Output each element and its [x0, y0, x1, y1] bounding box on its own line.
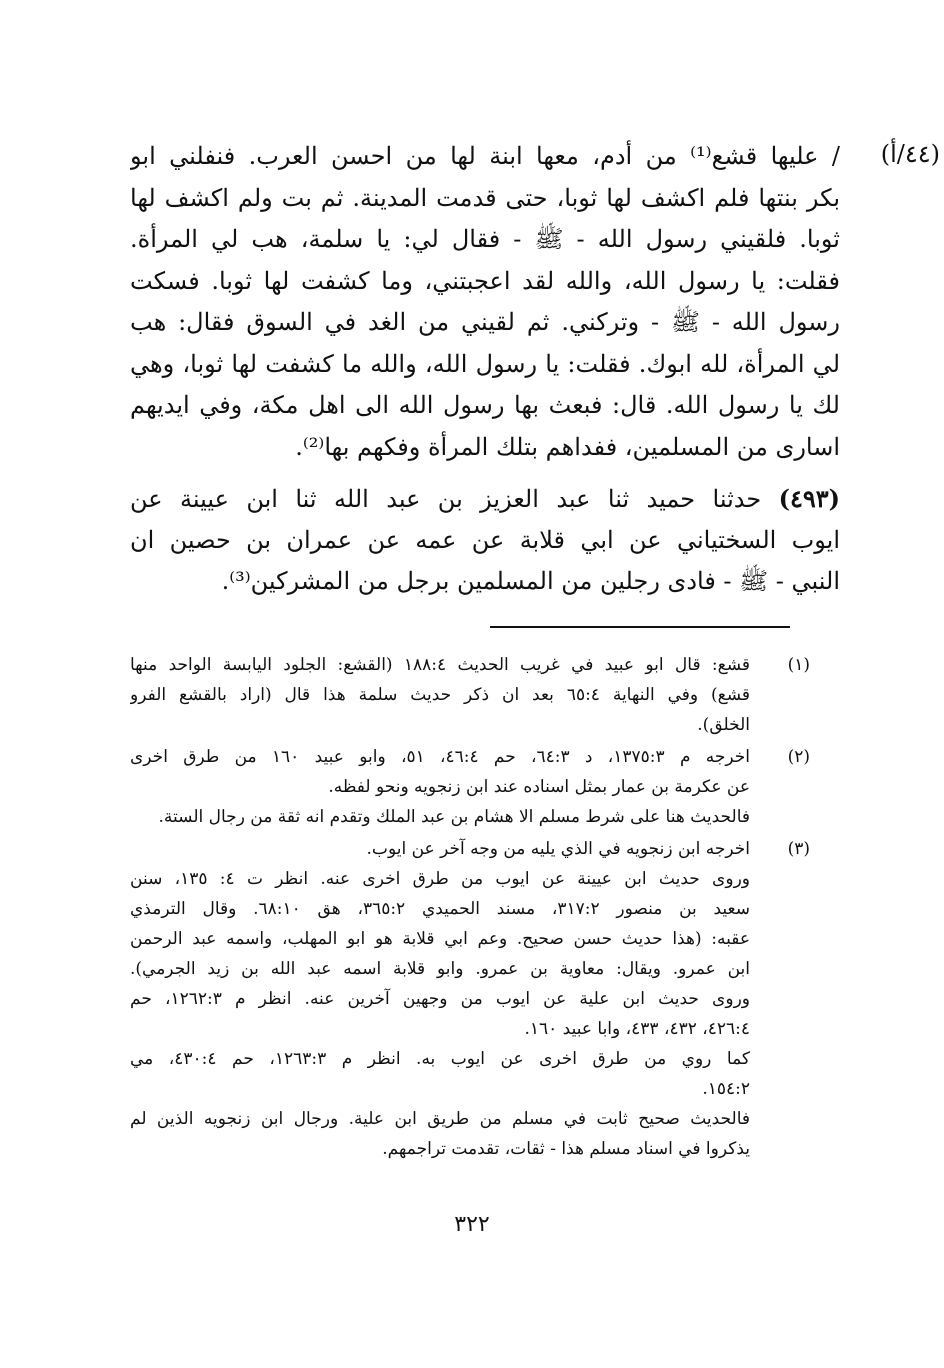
- footnote-number: (٢): [787, 747, 810, 767]
- text-line: بكر بنتها فلم اكشف لها ثوبا، حتى قدمت المدينة. ثم بت ولم اكشف لها: [130, 183, 840, 212]
- text-line: النبي - ﷺ - فادى رجلين من المسلمين برجل من المشركين⁽³⁾.: [221, 567, 840, 595]
- text-line: اسارى من المسلمين، ففداهم بتلك المرأة وفكهم بها⁽²⁾.: [295, 432, 840, 461]
- footnote-line: قشع: قال ابو عبيد في غريب الحديث ١٨٨:٤ (القشع: الجلود اليابسة الواحد منها: [130, 655, 750, 675]
- footnote-line: سعيد بن منصور ٣١٧:٢، مسند الحميدي ٣٦٥:٢، هق ٦٨:١٠. وقال الترمذي: [130, 899, 750, 919]
- main-text: [130, 136, 840, 603]
- text-line-with-number: [130, 478, 840, 520]
- text-line: لك يا رسول الله. قال: فبعث بها رسول الله الى اهل مكة، وفي ايديهم: [130, 391, 840, 419]
- paragraph-hadith-493: [130, 478, 840, 603]
- footnote-number: (٣): [787, 839, 810, 859]
- footnote-line: فالحديث صحيح ثابت في مسلم من طريق ابن علية. ورجال ابن زنجويه الذين لم: [130, 1109, 750, 1129]
- text-line: / عليها قشع⁽¹⁾ من أدم، معها ابنة لها من احسن العرب. فنفلني ابو: [130, 142, 840, 170]
- footnote-line: وروى حديث ابن علية عن ايوب من وجهين آخرين عنه. انظر م ١٢٦٢:٣، حم: [130, 989, 750, 1009]
- footnote-line: قشع) وفي النهاية ٦٥:٤ بعد ان ذكر حديث سلمة هذا قال (اراد بالقشع الفرو: [130, 685, 750, 705]
- page-number: ٣٢٢: [454, 1212, 490, 1237]
- footnote-line: ابن عمرو. ويقال: معاوية بن عمرو. وابو قلابة اسمه عبد الله بن زيد الجرمي).: [130, 959, 750, 979]
- footnote-line: اخرجه م ١٣٧٥:٣، د ٦٤:٣، حم ٤٦:٤، ٥١، وابو عبيد ١٦٠ من طرق اخرى: [130, 747, 750, 767]
- footnote-line: فالحديث هنا على شرط مسلم الا هشام بن عبد الملك وتقدم انه ثقة من رجال الستة.: [158, 807, 750, 827]
- text-line: فقلت: يا رسول الله، والله لقد اعجبتني، وما كشفت لها ثوبا. فسكت: [130, 266, 840, 295]
- text-line: رسول الله - ﷺ - وتركني. ثم لقيني من الغد في السوق فقال: هب: [130, 308, 840, 336]
- footnotes: [130, 650, 810, 1166]
- footnote-line: اخرجه ابن زنجويه في الذي يليه من وجه آخر عن ايوب.: [366, 839, 750, 859]
- footnote-3: [130, 834, 810, 1164]
- text-line: حدثنا حميد ثنا عبد العزيز بن عبد الله ثنا ابن عيينة عن: [130, 485, 762, 513]
- footnote-line: عن عكرمة بن عمار بمثل اسناده عند ابن زنجويه ونحو لفظه.: [328, 777, 750, 797]
- paragraph-gap: [130, 468, 840, 478]
- footnote-line: ١٥٤:٢.: [702, 1079, 750, 1099]
- text-line: لي المرأة، لله ابوك. فقلت: يا رسول الله، والله ما كشفت لها ثوبا، وهي: [130, 349, 840, 378]
- footnote-line: كما روي من طرق اخرى عن ايوب به. انظر م ١٢٦٣:٣، حم ٤٣٠:٤، مي: [130, 1049, 750, 1069]
- footnote-1: [130, 650, 810, 740]
- footnote-line: وروى حديث ابن عيينة عن ايوب من طرق اخرى عنه. انظر ت ٤: ١٣٥، سنن: [130, 869, 750, 889]
- text-line: ايوب السختياني عن ابي قلابة عن عمه عن عمران بن حصين ان: [130, 525, 840, 554]
- paragraph-narration: [130, 136, 840, 468]
- margin-manuscript-reference: (٤٤/أ): [880, 140, 940, 168]
- hadith-number: (٤٩٣): [778, 484, 840, 513]
- footnote-number: (١): [787, 655, 810, 675]
- footnote-line: ٤٢٦:٤، ٤٣٢، ٤٣٣، وابا عبيد ١٦٠.: [524, 1019, 750, 1039]
- footnote-line: يذكروا في اسناد مسلم هذا - ثقات، تقدمت تراجمهم.: [382, 1139, 750, 1159]
- footnote-line: عقبه: (هذا حديث حسن صحيح. وعم ابي قلابة هو ابو المهلب، واسمه عبد الرحمن: [130, 929, 750, 949]
- text-line: ثوبا. فلقيني رسول الله - ﷺ - فقال لي: يا سلمة، هب لي المرأة.: [130, 225, 840, 253]
- footnote-line: الخلق).: [697, 715, 750, 735]
- footnote-2: [130, 742, 810, 832]
- footnote-separator: [490, 626, 790, 628]
